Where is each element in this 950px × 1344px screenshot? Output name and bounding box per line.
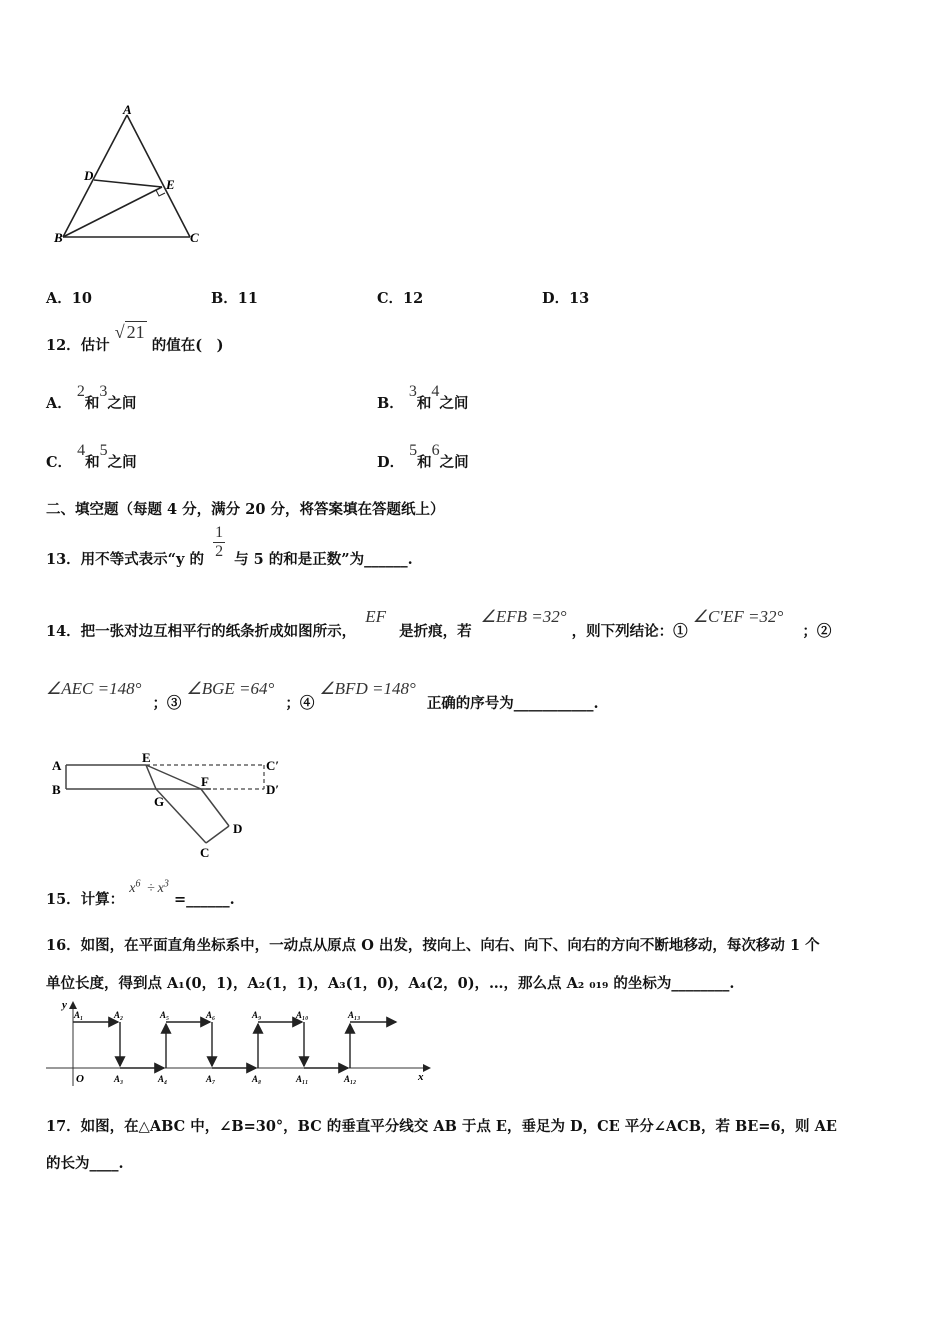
q16-line2: 单位长度，得到点 A₁(0，1)，A₂(1，1)，A₃(1，0)，A₄(2，0)，…，那么点 A₂ ₀₁₉ 的坐标为________.: [46, 975, 735, 992]
point-label-top: A₁₀: [296, 1010, 309, 1020]
axis-label-x: x: [418, 1071, 424, 1083]
q16-line1: 16．如图，在平面直角坐标系中，一动点从原点 O 出发，按向上、向右、向下、向右的方向不断地移动，每次移动 1 个: [46, 937, 820, 954]
q11-option-c: C．12: [377, 290, 424, 307]
point-label-top: A₁: [74, 1010, 84, 1020]
point-label-bottom: A₁₁: [296, 1074, 309, 1084]
q12-stem: 12．估计 √ 21 的值在( ): [46, 322, 224, 354]
point-label-top: A₁₃: [348, 1010, 361, 1020]
q13-frac-num: 1: [215, 524, 224, 541]
q12-option-a: A． 2和3之间: [46, 383, 137, 412]
point-label-bottom: A₄: [158, 1074, 168, 1084]
q12-option-d: D． 5和6之间: [377, 442, 469, 471]
q14-line2: ∠AEC =148° ；③ ∠BGE =64° ；④ ∠BFD =148° 正确的序号为___________.: [46, 679, 599, 712]
strip-label-a: A: [52, 758, 62, 773]
q15-stem: 15．计算： $x^6 \div x^3$ =______.: [46, 878, 235, 908]
strip-label-d: D: [233, 821, 243, 836]
tri-label-c: C: [190, 230, 199, 245]
tri-label-e: E: [166, 177, 175, 192]
strip-label-f: F: [201, 774, 209, 789]
q14-line1: 14．把一张对边互相平行的纸条折成如图所示， EF 是折痕，若 ∠EFB =32° ，则下列结论：① ∠C′EF =32° ；②: [46, 607, 832, 640]
q11-option-a: A．10: [46, 290, 92, 307]
strip-label-dprime: D′: [266, 782, 280, 797]
strip-label-cprime: C′: [266, 758, 280, 773]
tri-label-a: A: [123, 102, 132, 117]
point-label-bottom: A₃: [114, 1074, 124, 1084]
tri-label-d: D: [84, 168, 94, 183]
origin-label: O: [76, 1073, 84, 1085]
point-label-bottom: A₇: [206, 1074, 216, 1084]
section-title: 二、填空题（每题 4 分，满分 20 分，将答案填在答题纸上）: [46, 501, 445, 518]
point-label-top: A₉: [252, 1010, 262, 1020]
strip-label-c: C: [200, 845, 210, 860]
q17-line1: 17．如图，在△ABC 中，∠B=30°，BC 的垂直平分线交 AB 于点 E，垂足为 D，CE 平分∠ACB，若 BE=6，则 AE: [46, 1118, 837, 1135]
strip-label-b: B: [52, 782, 61, 797]
q13-frac-den: 2: [215, 543, 224, 560]
point-label-bottom: A₁₂: [344, 1074, 357, 1084]
q12-option-b: B． 3和4之间: [377, 383, 469, 412]
tri-label-b: B: [54, 230, 63, 245]
point-label-top: A₅: [160, 1010, 170, 1020]
point-label-top: A₂: [114, 1010, 124, 1020]
q17-line2: 的长为____.: [46, 1155, 124, 1172]
axis-label-y: y: [62, 999, 67, 1011]
strip-label-g: G: [154, 794, 165, 809]
strip-label-e: E: [142, 750, 151, 765]
lattice-path-figure: [40, 996, 440, 1091]
folded-strip-figure: [46, 748, 296, 863]
point-label-top: A₆: [206, 1010, 216, 1020]
point-label-bottom: A₈: [252, 1074, 262, 1084]
q12-option-c: C． 4和5之间: [46, 442, 137, 471]
q11-option-b: B．11: [211, 290, 258, 307]
q13-stem: 13．用不等式表示“y 的 $\frac{1}{2}$ 与 5 的和是正数”为______.: [46, 524, 413, 568]
q11-option-d: D．13: [542, 290, 590, 307]
q12-radicand: 21: [126, 322, 145, 342]
triangle-figure: [50, 100, 220, 250]
